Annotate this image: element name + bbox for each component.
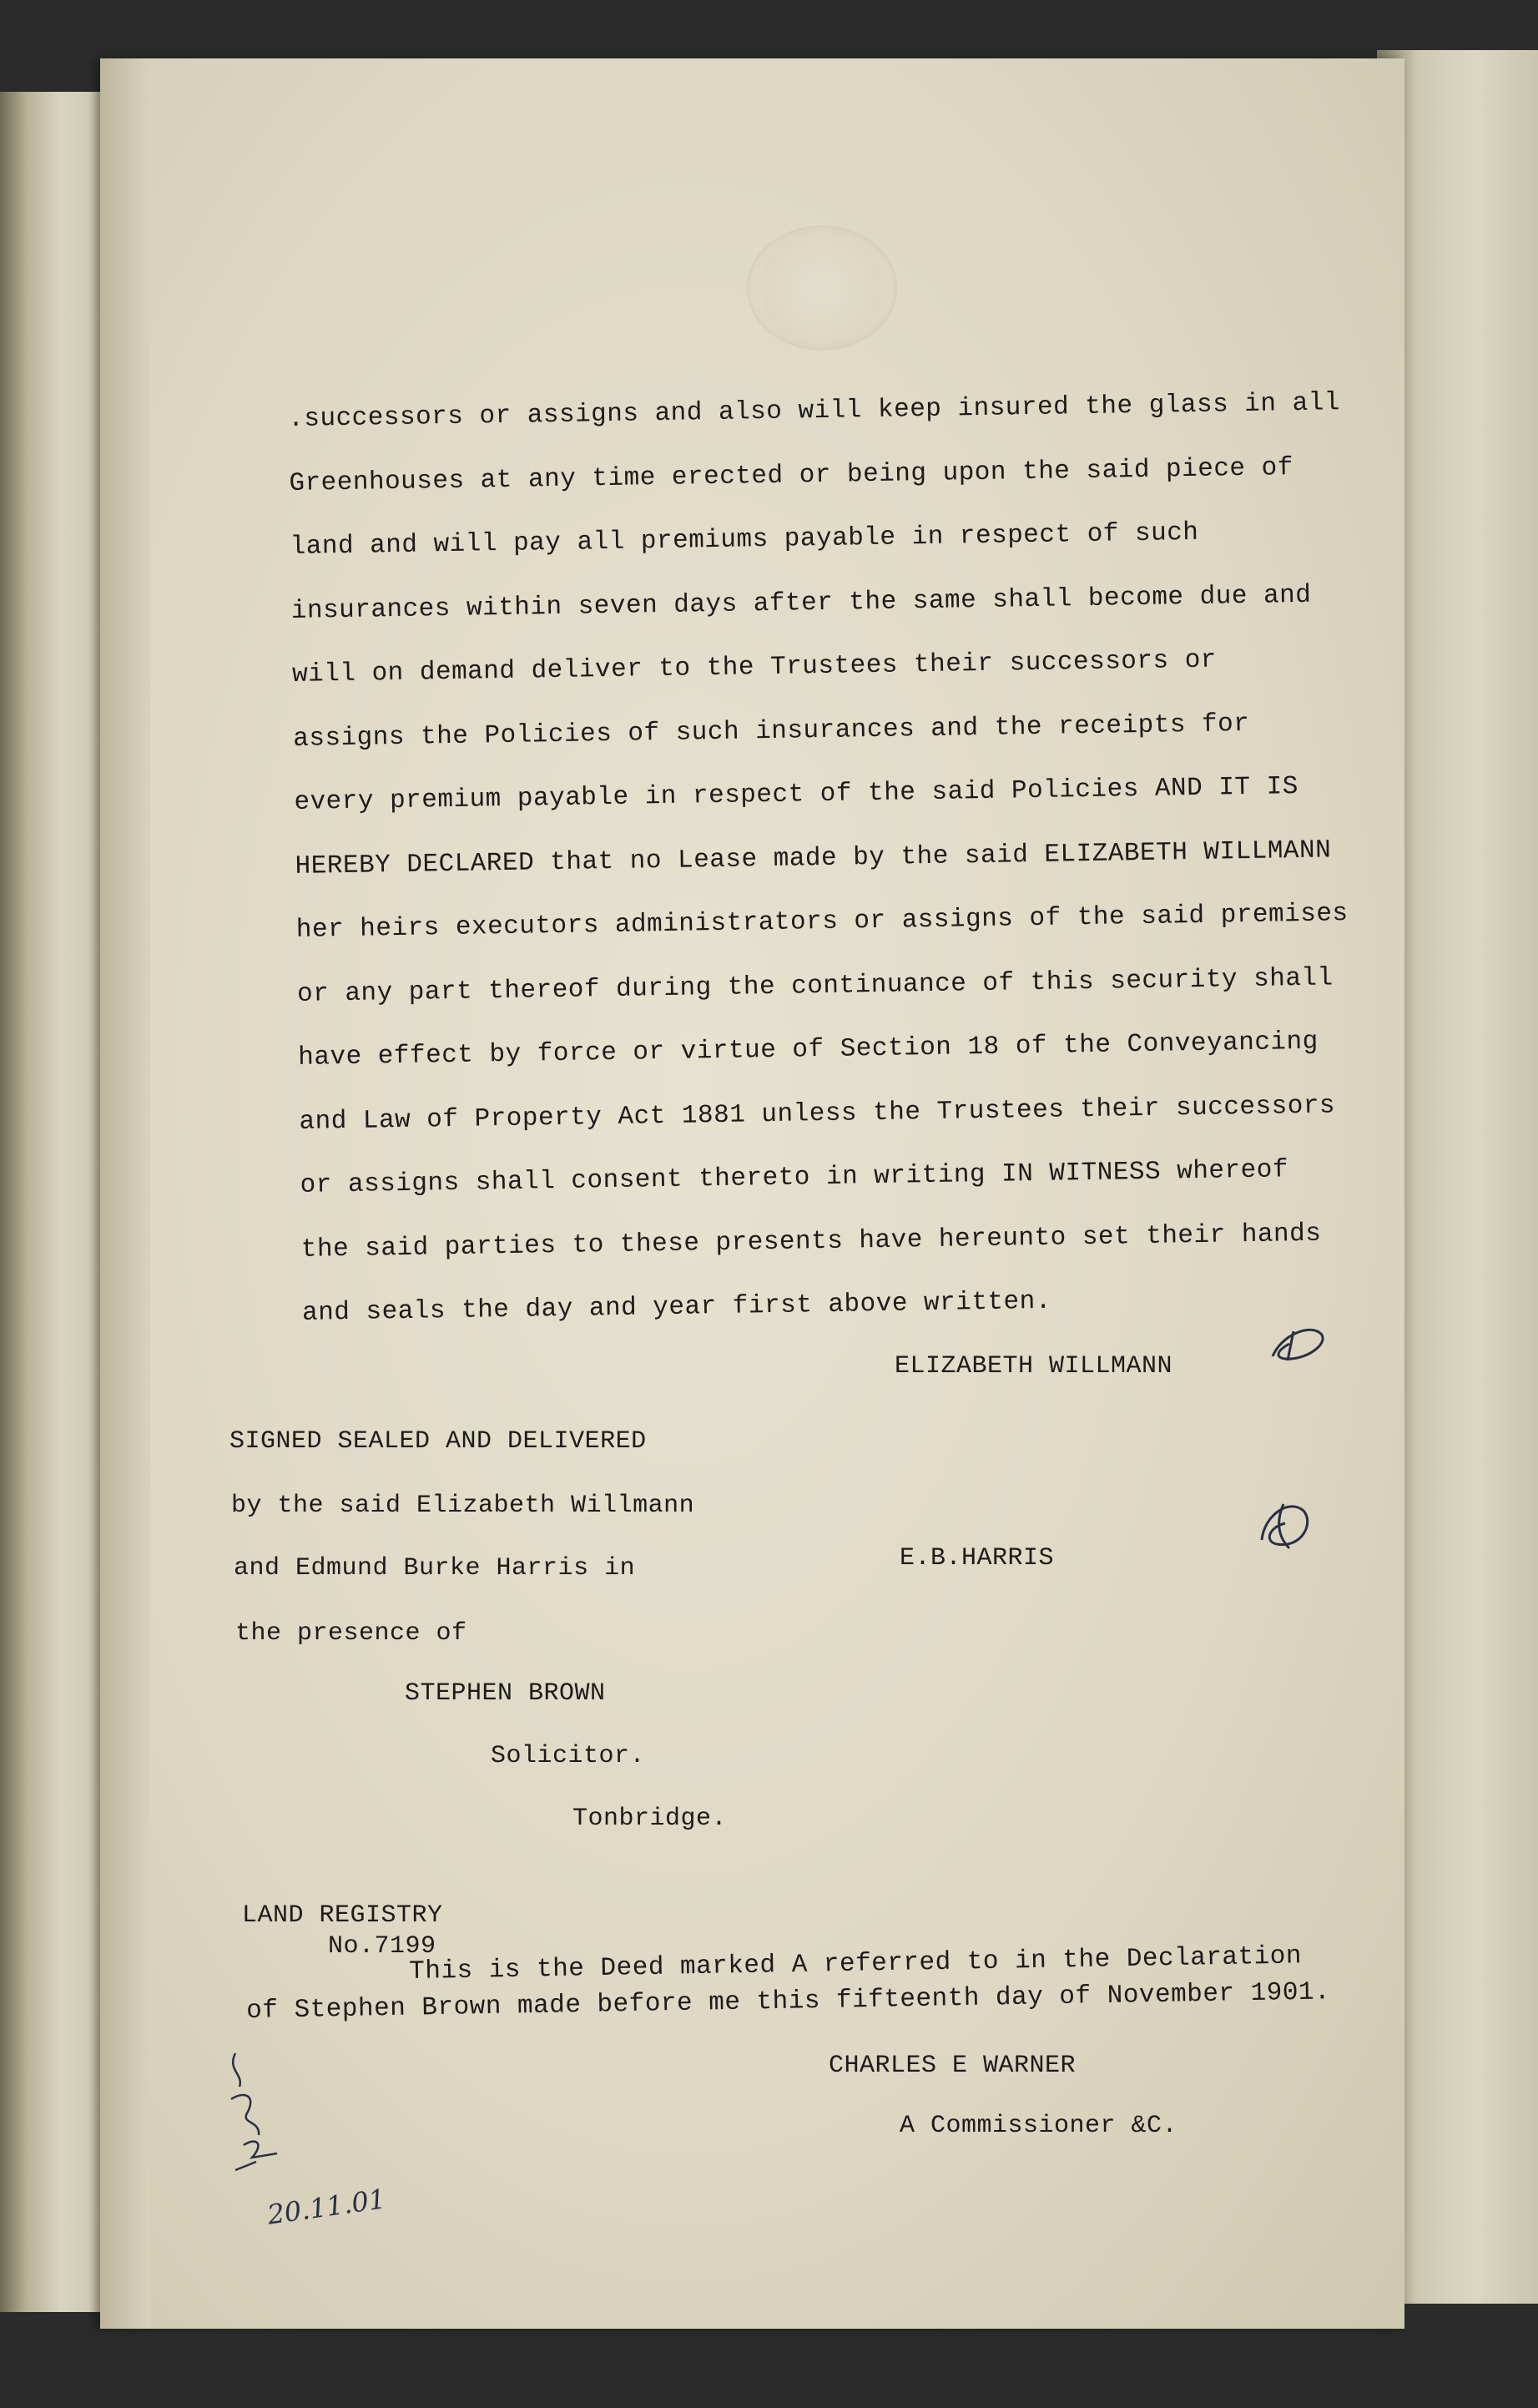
body-line: will on demand deliver to the Trustees their successors or [291, 645, 1218, 689]
signatory-e-b-harris: E.B.HARRIS [900, 1544, 1055, 1573]
initials-scribble [219, 2037, 310, 2178]
body-line: Greenhouses at any time erected or being upon the said piece of [289, 452, 1294, 498]
body-line: or any part thereof during the continuance of this security shall [296, 962, 1334, 1009]
signatory-elizabeth-willmann: ELIZABETH WILLMANN [895, 1352, 1173, 1381]
attestation-line: the presence of [235, 1619, 467, 1648]
commissioner-title: A Commissioner &C. [900, 2112, 1178, 2140]
body-line: the said parties to these presents have hereunto set their hands [300, 1219, 1322, 1265]
attestation-line: by the said Elizabeth Willmann [231, 1492, 695, 1520]
body-line: assigns the Policies of such insurances and the receipts for [293, 709, 1250, 754]
body-line: and seals the day and year first above written. [301, 1286, 1052, 1328]
deed-body [288, 388, 1388, 1363]
body-line: her heirs executors administrators or assigns of the said premises [295, 899, 1349, 945]
body-line: every premium payable in respect of the said Policies AND IT IS [294, 772, 1299, 817]
body-line: or assigns shall consent thereto in writing IN WITNESS whereof [300, 1155, 1289, 1200]
body-line: .successors or assigns and also will keep insured the glass in all [288, 388, 1341, 434]
page-gutter [100, 58, 150, 2329]
body-line: land and will pay all premiums payable in respect of such [290, 517, 1199, 562]
witness-name: STEPHEN BROWN [405, 1679, 606, 1708]
body-line: and Law of Property Act 1881 unless the Trustees their successors [299, 1090, 1336, 1137]
seal-mark-1 [1264, 1319, 1331, 1369]
declaration-line: This is the Deed marked A referred to in the Declaration [409, 1941, 1303, 1986]
witness-place: Tonbridge. [572, 1805, 728, 1833]
attestation-line: and Edmund Burke Harris in [234, 1554, 636, 1583]
seal-mark-2 [1252, 1494, 1319, 1561]
declaration-line: of Stephen Brown made before me this fifteenth day of November 1901. [246, 1977, 1331, 2026]
body-line: HEREBY DECLARED that no Lease made by the said ELIZABETH WILLMANN [295, 835, 1332, 881]
witness-title: Solicitor. [491, 1742, 646, 1770]
margin-date-note: 20.11.01 [265, 2183, 388, 2231]
embossed-seal [747, 225, 897, 351]
land-registry-heading: LAND REGISTRY [242, 1901, 443, 1930]
body-line: have effect by force or virtue of Section 18 of the Conveyancing [298, 1027, 1319, 1073]
registry-number: No.7199 [328, 1932, 436, 1961]
commissioner-name: CHARLES E WARNER [829, 2052, 1077, 2080]
attestation-line: SIGNED SEALED AND DELIVERED [229, 1427, 647, 1456]
body-line: insurances within seven days after the same shall become due and [290, 580, 1312, 626]
